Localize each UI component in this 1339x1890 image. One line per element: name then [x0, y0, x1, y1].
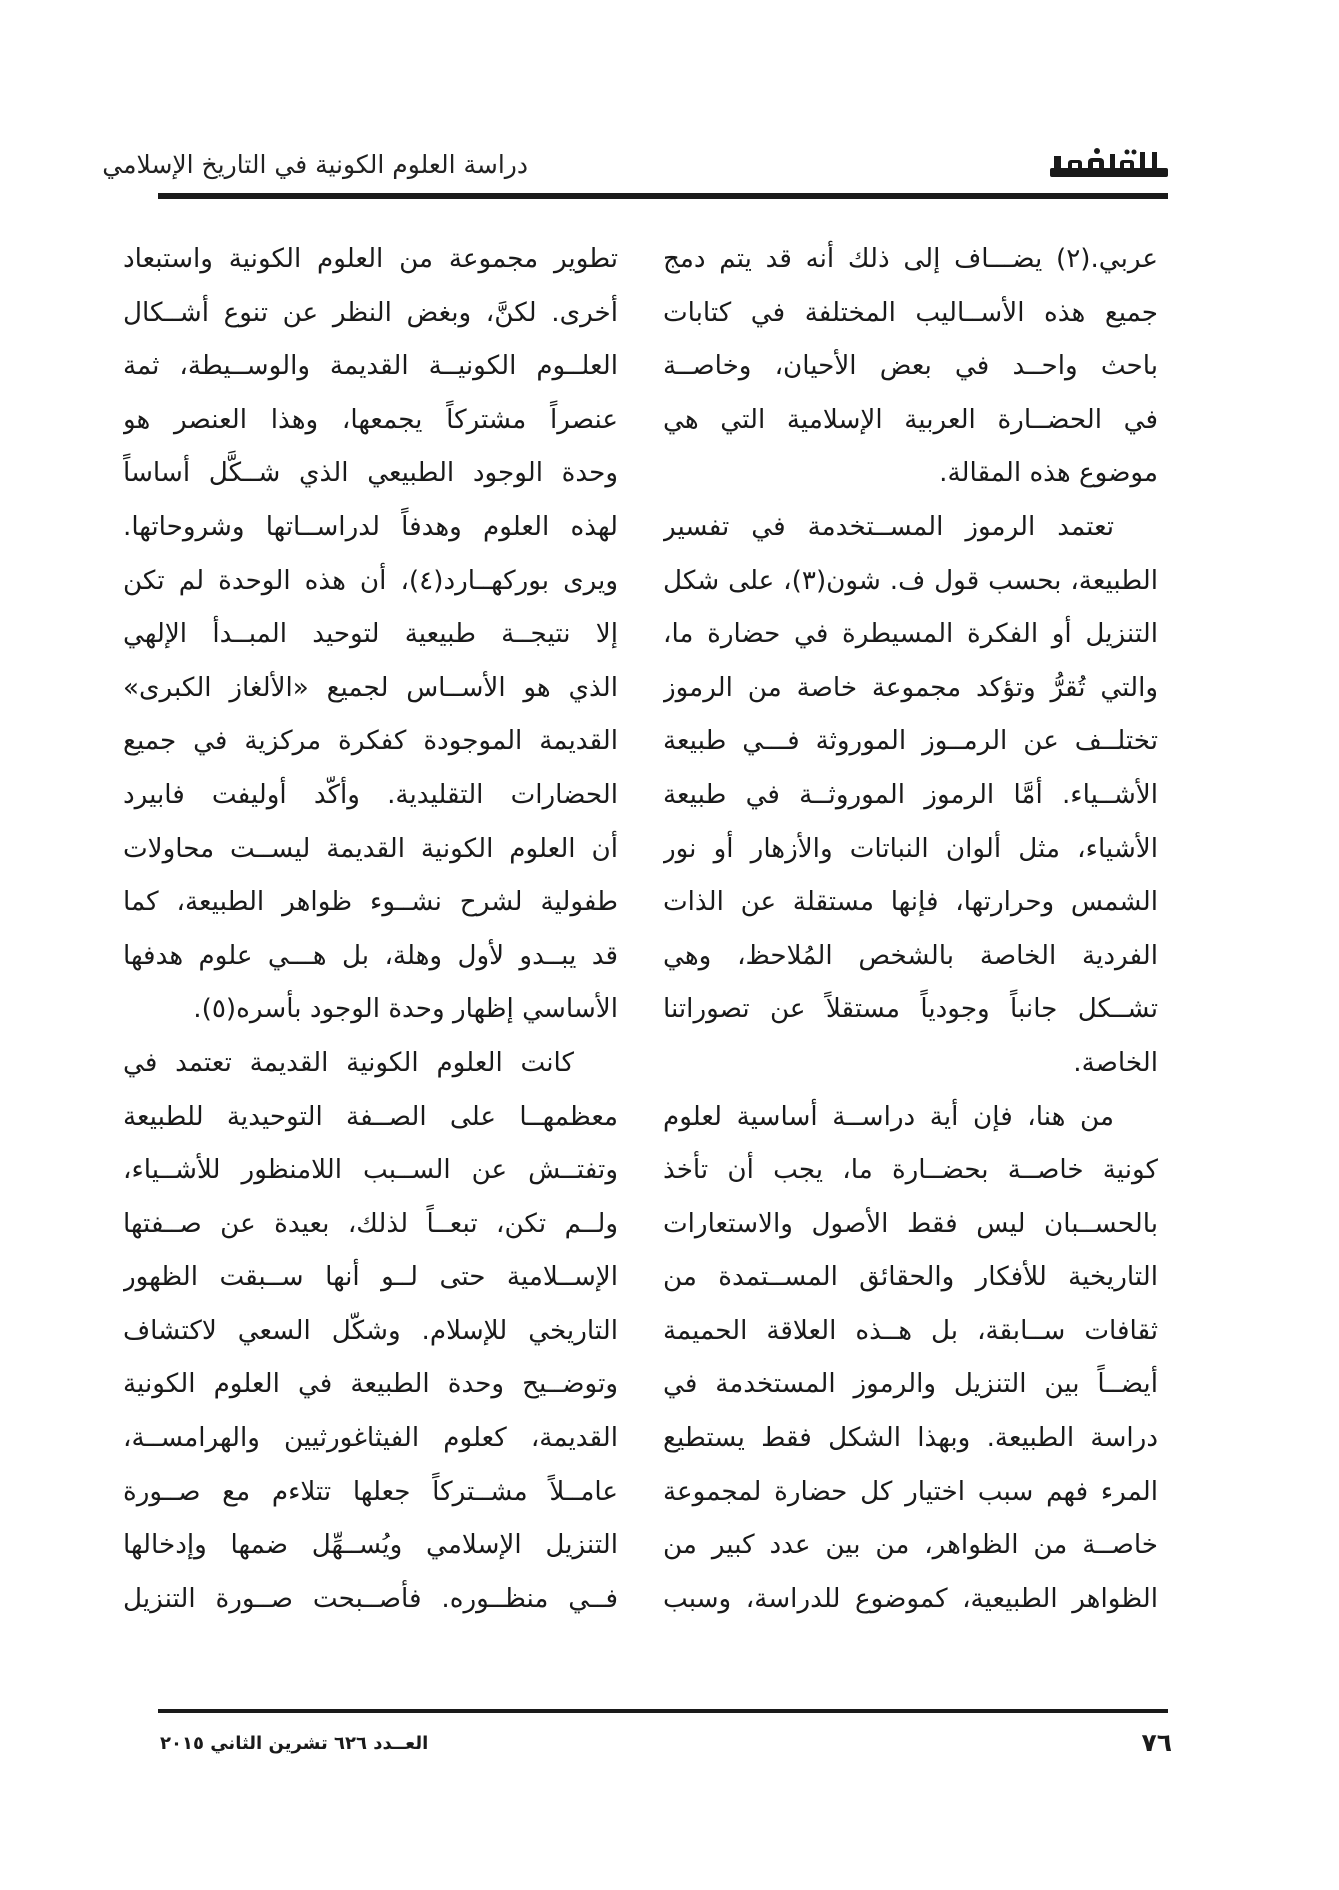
text-line: الذي هو الأســاس لجميع «الألغاز الكبرى»: [123, 672, 618, 703]
text-line: الشمس وحرارتها، فإنها مستقلة عن الذات: [663, 887, 1158, 918]
text-line: تعتمد الرموز المســتخدمة في تفسير: [663, 511, 1114, 542]
text-line: خاصــة من الظواهر، من بين عدد كبير من: [663, 1530, 1158, 1561]
text-line: ولــم تكن، تبعــاً لذلك، بعيدة عن صــفتها: [123, 1208, 618, 1239]
text-line: ثقافات ســابقة، بل هــذه العلاقة الحميمة: [663, 1315, 1158, 1346]
text-line: العلــوم الكونيــة القديمة والوســيطة، ثمة: [123, 351, 618, 382]
text-line: التاريخية للأفكار والحقائق المســتمدة من: [663, 1262, 1158, 1293]
logo-mark: [1048, 146, 1170, 192]
text-line: الطبيعة، بحسب قول ف. شون(٣)، على شكل: [663, 565, 1158, 596]
magazine-logo: [1048, 146, 1170, 192]
text-line: الإســلامية حتى لــو أنها ســبقت الظهور: [123, 1262, 618, 1293]
text-line: عربي.(٢) يضـــاف إلى ذلك أنه قد يتم دمج: [663, 244, 1158, 274]
text-line: دراسة الطبيعة. وبهذا الشكل فقط يستطيع: [663, 1423, 1158, 1454]
text-line: تختلــف عن الرمــوز الموروثة فـــي طبيعة: [663, 726, 1158, 757]
text-line: التاريخي للإسلام. وشكّل السعي لاكتشاف: [123, 1315, 618, 1346]
text-line: قد يبــدو لأول وهلة، بل هـــي علوم هدفها: [123, 940, 618, 971]
text-line: تطوير مجموعة من العلوم الكونية واستبعاد: [123, 244, 618, 274]
page-number: ٧٦: [1141, 1728, 1172, 1757]
text-line: أخرى. لكنَّ، وبغض النظر عن تنوع أشــكال: [123, 297, 618, 328]
text-line: الأساسي إظهار وحدة الوجود بأسره(٥).: [193, 994, 618, 1025]
text-line: والتي تُقرُّ وتؤكد مجموعة خاصة من الرموز: [663, 672, 1158, 703]
text-line: المرء فهم سبب اختيار كل حضارة لمجموعة: [663, 1476, 1158, 1507]
text-line: باحث واحــد في بعض الأحيان، وخاصــة: [663, 351, 1158, 382]
text-line: الأشياء، مثل ألوان النباتات والأزهار أو نور: [663, 833, 1158, 864]
text-line: أن العلوم الكونية القديمة ليســت محاولات: [123, 833, 618, 864]
left-column: [123, 233, 618, 1626]
footer-rule: [158, 1709, 1168, 1713]
text-line: القديمة الموجودة كفكرة مركزية في جميع: [123, 726, 618, 757]
text-line: كونية خاصــة بحضــارة ما، يجب أن تأخذ: [663, 1155, 1158, 1186]
right-column: [663, 233, 1158, 1626]
text-line: كانت العلوم الكونية القديمة تعتمد في: [123, 1047, 574, 1078]
text-line: وتوضــيح وحدة الطبيعة في العلوم الكونية: [123, 1369, 618, 1400]
text-line: الأشــياء. أمَّا الرموز الموروثــة في طبيعة: [663, 779, 1158, 810]
text-line: الظواهر الطبيعية، كموضوع للدراسة، وسبب: [663, 1583, 1158, 1614]
text-line: التنزيل الإسلامي ويُســهِّل ضمها وإدخالها: [123, 1530, 618, 1561]
text-line: وتفتــش عن الســبب اللامنظور للأشــياء،: [123, 1155, 618, 1186]
running-title: دراسة العلوم الكونية في التاريخ الإسلامي: [102, 150, 528, 179]
issue-info: العــدد ٦٢٦ تشرين الثاني ٢٠١٥: [160, 1733, 429, 1754]
text-line: عامــلاً مشــتركاً جعلها تتلاءم مع صــورة: [123, 1476, 618, 1507]
header-rule: [158, 193, 1168, 199]
text-line: في الحضــارة العربية الإسلامية التي هي: [663, 404, 1158, 435]
text-line: لهذه العلوم وهدفاً لدراســاتها وشروحاتها.: [123, 511, 618, 542]
text-line: عنصراً مشتركاً يجمعها، وهذا العنصر هو: [123, 404, 618, 435]
text-line: بالحســبان ليس فقط الأصول والاستعارات: [663, 1208, 1158, 1239]
text-line: فــي منظــوره. فأصــبحت صــورة التنزيل: [123, 1583, 618, 1614]
text-line: الخاصة.: [1073, 1047, 1158, 1078]
text-line: أيضــاً بين التنزيل والرموز المستخدمة في: [663, 1369, 1158, 1400]
text-line: جميع هذه الأســاليب المختلفة في كتابات: [663, 297, 1158, 328]
text-line: من هنا، فإن أية دراســة أساسية لعلوم: [663, 1101, 1114, 1132]
text-line: معظمهــا على الصــفة التوحيدية للطبيعة: [123, 1101, 618, 1132]
text-line: إلا نتيجــة طبيعية لتوحيد المبــدأ الإلهي: [123, 619, 618, 650]
text-line: الفردية الخاصة بالشخص المُلاحظ، وهي: [663, 940, 1158, 971]
text-line: تشــكل جانباً وجودياً مستقلاً عن تصوراتنا: [663, 994, 1158, 1025]
text-line: التنزيل أو الفكرة المسيطرة في حضارة ما،: [663, 619, 1158, 650]
text-line: الحضارات التقليدية. وأكّد أوليفت فابيرد: [123, 779, 618, 810]
text-line: طفولية لشرح نشــوء ظواهر الطبيعة، كما: [123, 887, 618, 918]
text-line: وحدة الوجود الطبيعي الذي شــكَّل أساساً: [123, 458, 618, 489]
text-line: ويرى بوركهــارد(٤)، أن هذه الوحدة لم تكن: [123, 565, 618, 596]
text-line: القديمة، كعلوم الفيثاغورثيين والهرامســة،: [123, 1423, 618, 1454]
text-line: موضوع هذه المقالة.: [939, 458, 1158, 489]
